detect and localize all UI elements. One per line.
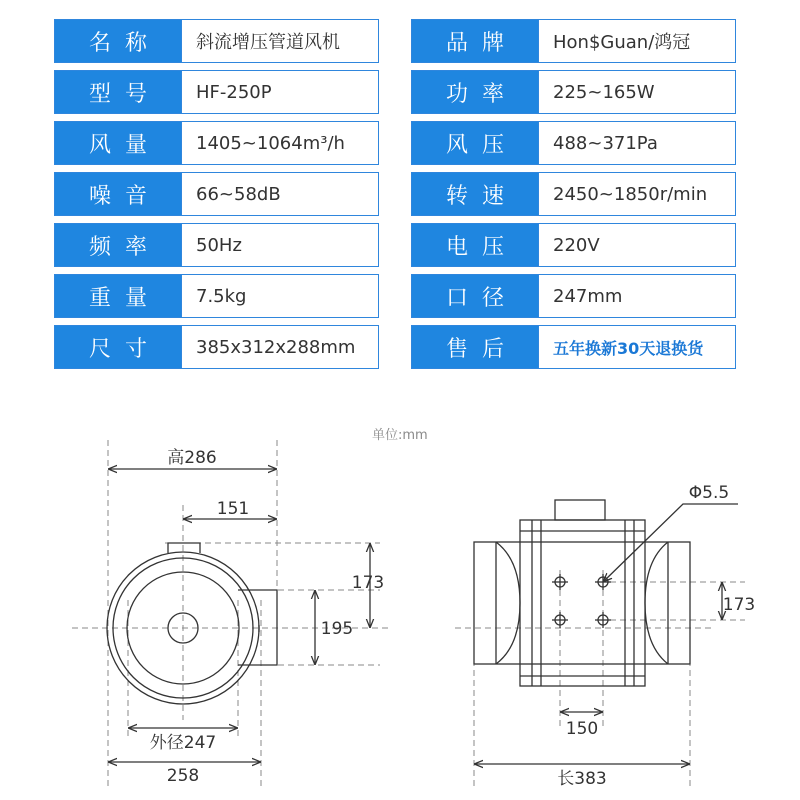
extension-lines — [72, 440, 390, 790]
dim-173-side: 173 — [351, 573, 385, 593]
spec-label: 售后 — [411, 325, 539, 369]
spec-value: 225~165W — [538, 70, 736, 114]
spec-label: 电压 — [411, 223, 539, 267]
spec-value: 488~371Pa — [538, 121, 736, 165]
spec-label: 口径 — [411, 274, 539, 318]
spec-label: 名称 — [54, 19, 182, 63]
dim-height: 高286 — [167, 448, 217, 468]
dim-150: 150 — [565, 719, 599, 739]
spec-label: 转速 — [411, 172, 539, 216]
spec-label: 风量 — [54, 121, 182, 165]
front-view — [455, 500, 745, 790]
motor-curve-left — [496, 542, 520, 664]
duct-body — [474, 542, 690, 664]
dim-length: 长383 — [557, 769, 607, 789]
dim-hole-diameter: Φ5.5 — [688, 483, 730, 503]
spec-value-highlight: 五年换新30天退换货 — [538, 325, 736, 369]
spec-value: 247mm — [538, 274, 736, 318]
motor-curve-right — [645, 542, 668, 664]
dim-173-front: 173 — [722, 595, 756, 615]
spec-label: 尺寸 — [54, 325, 182, 369]
spec-label: 噪音 — [54, 172, 182, 216]
side-view — [72, 440, 390, 790]
junction-top — [555, 500, 605, 520]
spec-value: 7.5kg — [181, 274, 379, 318]
spec-value: Hon$Guan/鸿冠 — [538, 19, 736, 63]
dim-258: 258 — [166, 766, 200, 786]
spec-value: HF-250P — [181, 70, 379, 114]
dim-outer-diameter: 外径247 — [149, 733, 217, 753]
spec-label: 品牌 — [411, 19, 539, 63]
motor-housing — [520, 520, 645, 686]
spec-label: 重量 — [54, 274, 182, 318]
dim-195: 195 — [320, 619, 354, 639]
spec-value: 385x312x288mm — [181, 325, 379, 369]
spec-value: 2450~1850r/min — [538, 172, 736, 216]
spec-label: 风压 — [411, 121, 539, 165]
mount-holes — [552, 574, 611, 628]
spec-value: 斜流增压管道风机 — [181, 19, 379, 63]
dim-151: 151 — [216, 499, 250, 519]
spec-value: 66~58dB — [181, 172, 379, 216]
spec-label: 频率 — [54, 223, 182, 267]
spec-value: 50Hz — [181, 223, 379, 267]
hole-leader-line — [603, 504, 738, 582]
spec-value: 220V — [538, 223, 736, 267]
spec-label: 功率 — [411, 70, 539, 114]
extension-lines-front — [455, 560, 745, 790]
unit-label: 单位:mm — [372, 428, 428, 443]
spec-value: 1405~1064m³/h — [181, 121, 379, 165]
spec-label: 型号 — [54, 70, 182, 114]
